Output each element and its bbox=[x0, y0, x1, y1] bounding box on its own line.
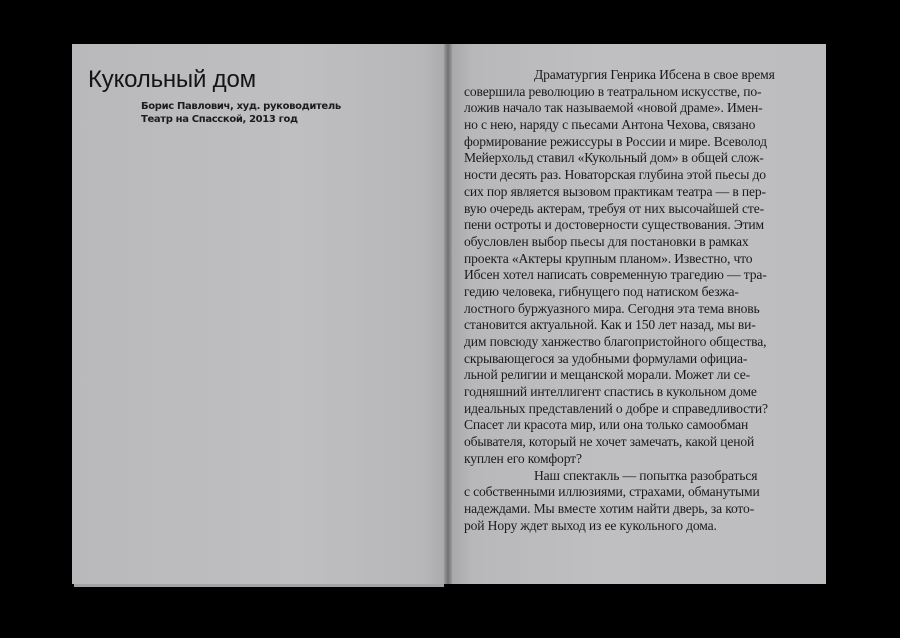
text-line: годняшний интеллигент спастись в кукольном доме bbox=[464, 384, 757, 400]
text-line: дим повсюду ханжество благопристойного общества, bbox=[464, 334, 767, 349]
text-line: Спасет ли красота мир, или она только самообман bbox=[464, 417, 749, 433]
page-title: Кукольный дом bbox=[88, 66, 256, 93]
credit-theatre: Театр на Спасской, 2013 год bbox=[141, 114, 298, 125]
text-line: но с нею, наряду с пьесами Антона Чехова, связано bbox=[464, 117, 756, 133]
text-line: ности десять раз. Новаторская глубина этой пьесы до bbox=[464, 167, 766, 183]
text-line: ложив начало так называемой «новой драме». Имен- bbox=[464, 100, 763, 116]
text-line: гедию человека, гибнущего под натиском безжа- bbox=[464, 283, 739, 299]
credit-director: Борис Павлович, худ. руководитель bbox=[141, 101, 341, 112]
text-line: пени остроты и достоверности существования. Этим bbox=[464, 217, 765, 233]
body-text bbox=[464, 67, 794, 534]
book-gutter bbox=[444, 44, 452, 584]
text-line: Ибсен хотел написать современную трагедию — тра- bbox=[464, 267, 767, 283]
text-line: с собственными иллюзиями, страхами, обманутыми bbox=[464, 484, 760, 500]
text-line: сих пор является вызовом практикам театра — в пер- bbox=[464, 183, 766, 199]
text-line: Мейерхольд ставил «Кукольный дом» в общей слож- bbox=[464, 150, 764, 166]
text-line: обывателя, который не хочет замечать, какой ценой bbox=[464, 434, 755, 450]
text-line: совершила революцию в театральном искусстве, по- bbox=[464, 83, 762, 99]
paragraph-first-line: Драматургия Генрика Ибсена в свое время bbox=[534, 67, 775, 82]
text-line: формирование режиссуры в России и мире. Всеволод bbox=[464, 133, 767, 149]
credits-block bbox=[141, 100, 341, 126]
text-line: рой Нору ждет выход из ее кукольного дома. bbox=[464, 517, 717, 533]
text-line: идеальных представлений о добре и справедливости? bbox=[464, 400, 768, 416]
text-line: обусловлен выбор пьесы для постановки в рамках bbox=[464, 233, 749, 249]
text-line: проекта «Актеры крупным планом». Известно, что bbox=[464, 250, 753, 266]
text-line: вую очередь актерам, требуя от них высочайшей сте- bbox=[464, 200, 764, 216]
text-line: скрывающегося за удобными формулами официа- bbox=[464, 350, 748, 366]
text-line: лостного буржуазного мира. Сегодня эта тема вновь bbox=[464, 300, 760, 316]
paragraph-first-line: Наш спектакль — попытка разобраться bbox=[534, 467, 758, 483]
text-line: становится актуальной. Как и 150 лет назад, мы ви- bbox=[464, 317, 756, 333]
text-line: льной религии и мещанской морали. Может ли се- bbox=[464, 367, 750, 383]
text-line: надеждами. Мы вместе хотим найти дверь, за кото- bbox=[464, 500, 755, 516]
text-line: куплен его комфорт? bbox=[464, 450, 582, 466]
